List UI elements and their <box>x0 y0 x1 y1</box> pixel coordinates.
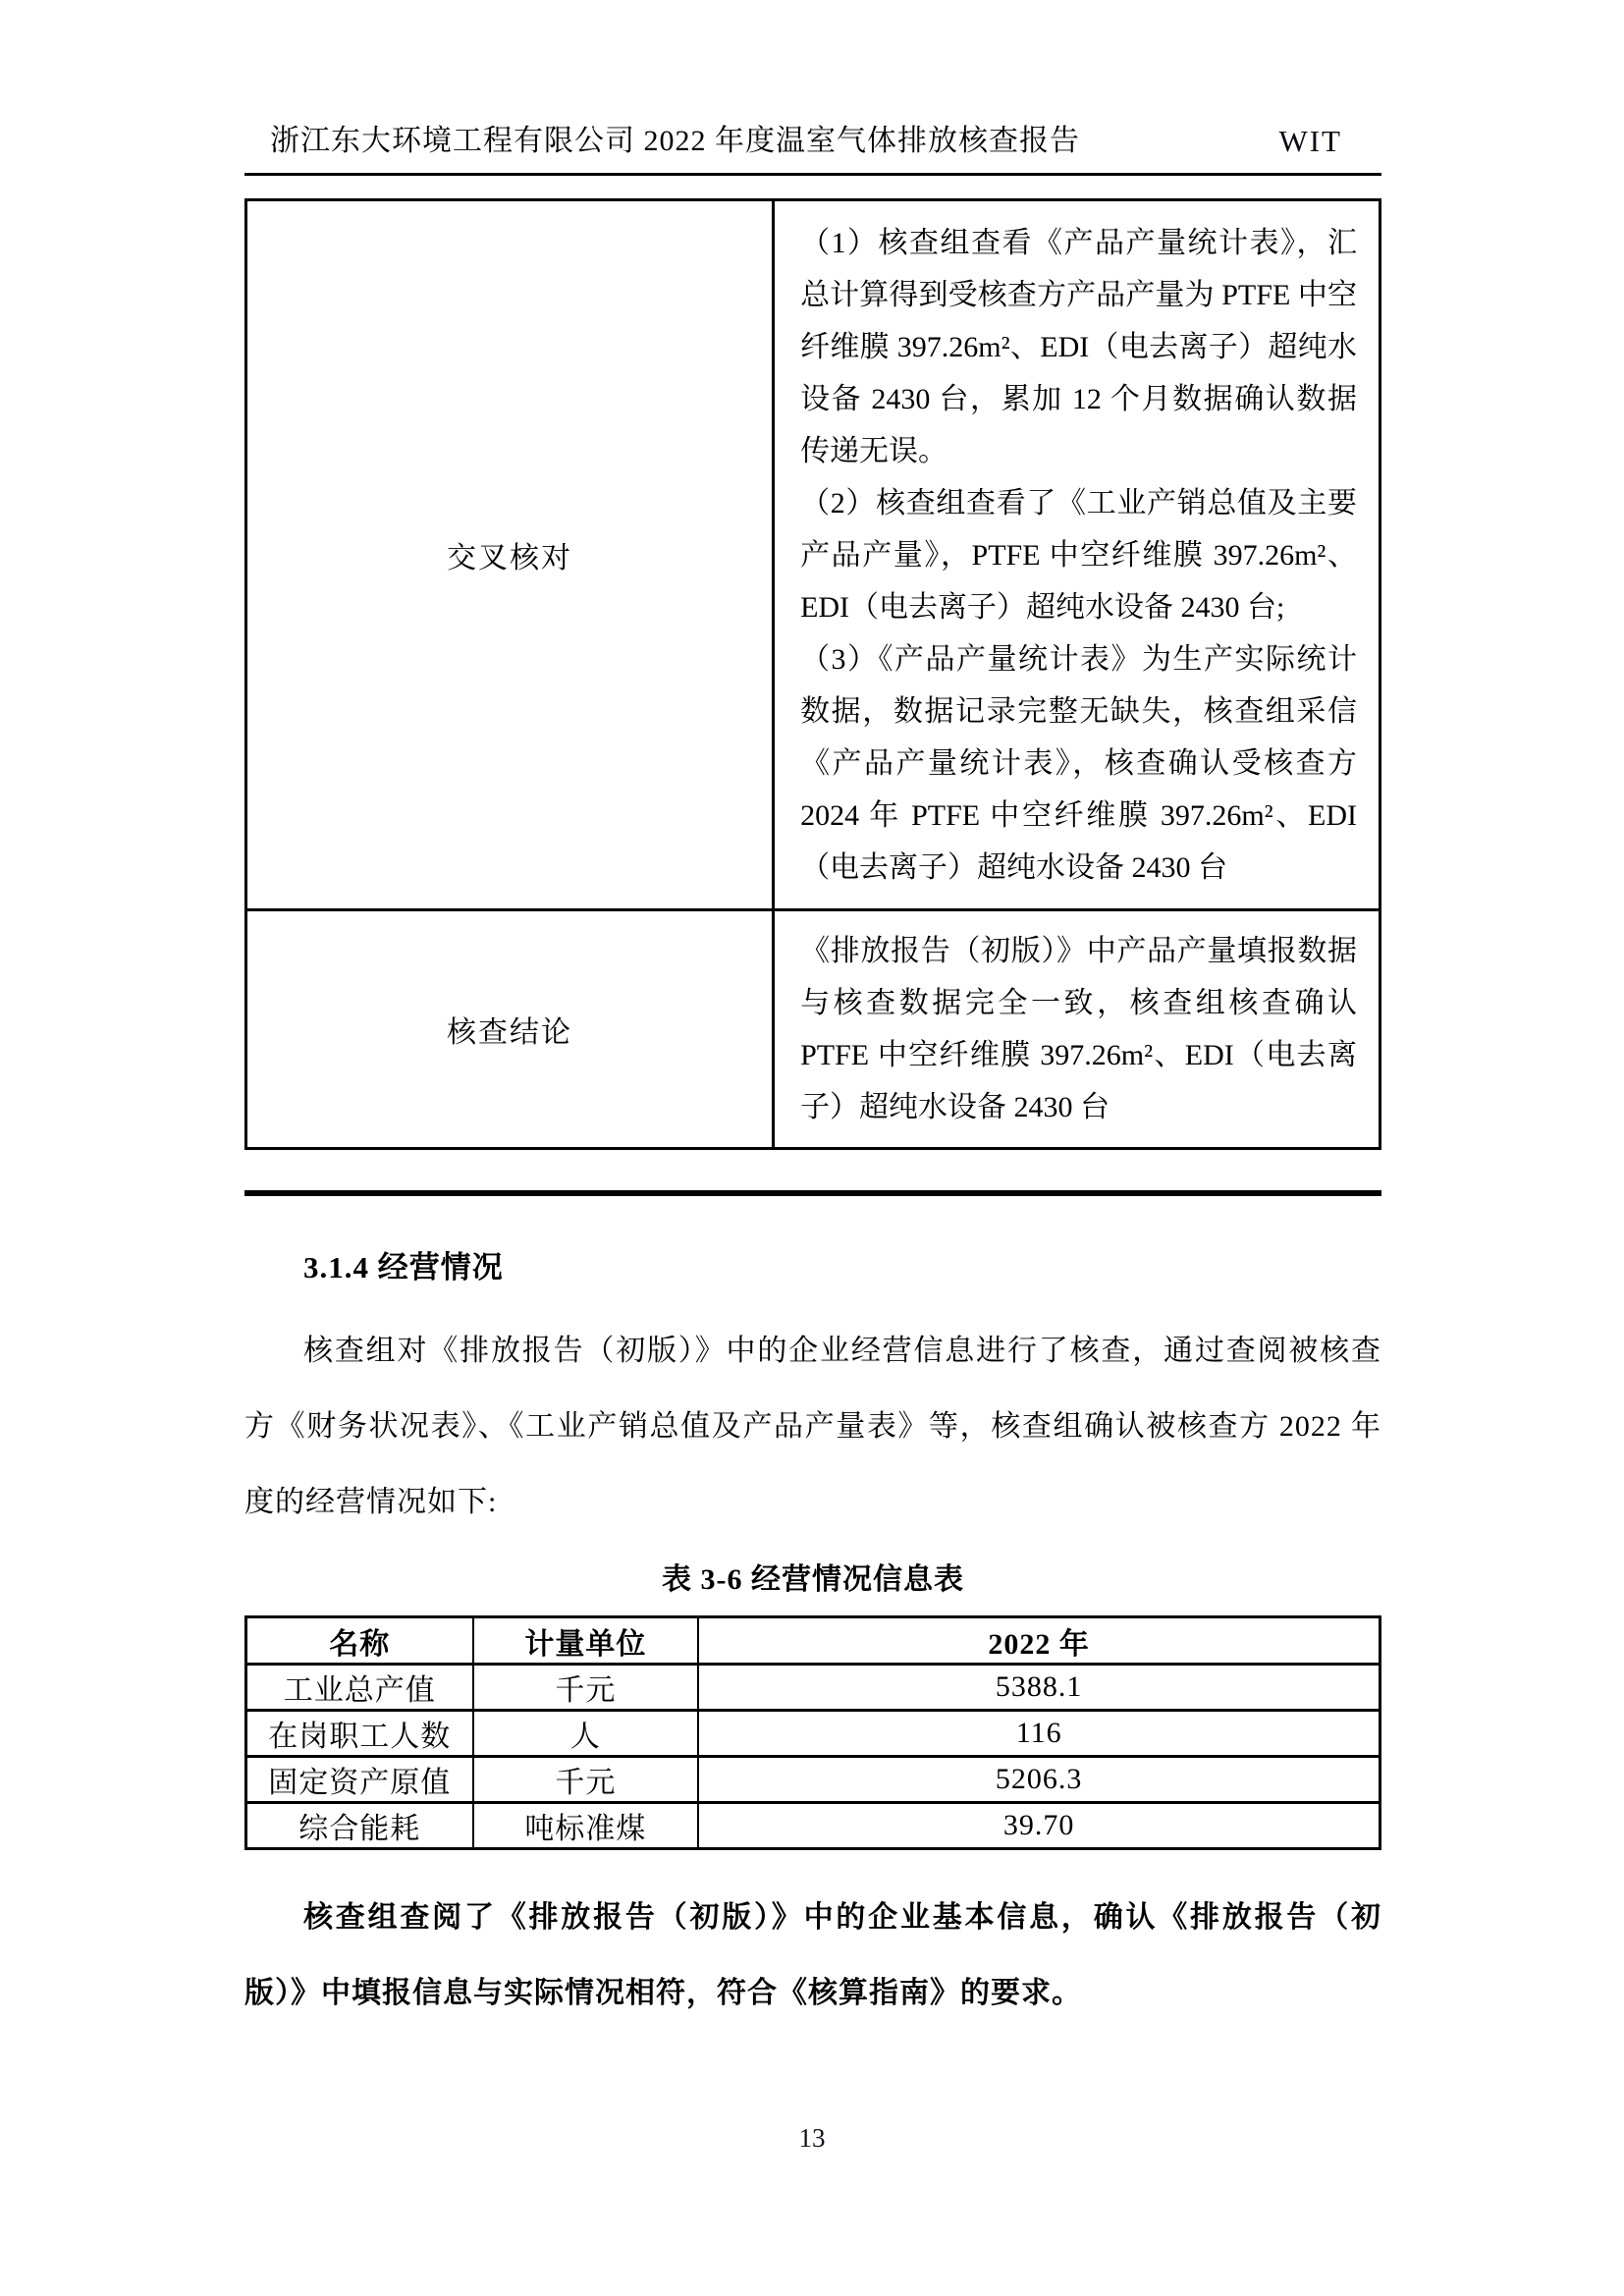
cell-unit: 人 <box>473 1711 699 1757</box>
cell-value: 5206.3 <box>698 1757 1380 1803</box>
conclusion-text: 《排放报告（初版）》中产品产量填报数据与核查数据完全一致，核查组核查确认 PTFE 中空纤维膜 397.26m²、EDI（电去离子）超纯水设备 2430 台 <box>800 935 1357 1123</box>
section-divider-bar <box>244 1190 1381 1196</box>
cell-name: 固定资产原值 <box>246 1757 473 1803</box>
page-content <box>244 0 1381 2031</box>
cross-check-content <box>774 200 1380 910</box>
cell-name: 工业总产值 <box>246 1665 473 1711</box>
business-info-table <box>244 1615 1381 1850</box>
table-row-industrial-output <box>246 1665 1380 1711</box>
header-cell-year: 2022 年 <box>698 1617 1380 1665</box>
cross-check-item-2: （2）核查组查看了《工业产销总值及主要产品产量》，PTFE 中空纤维膜 397.26m²、EDI（电去离子）超纯水设备 2430 台; <box>800 486 1357 624</box>
page-header <box>244 0 1381 159</box>
page-number: 13 <box>798 2123 826 2153</box>
table-row-cross-check <box>246 200 1380 910</box>
section-heading: 3.1.4 经营情况 <box>303 1250 504 1285</box>
table-row-conclusion <box>246 910 1380 1149</box>
cell-name: 综合能耗 <box>246 1803 473 1849</box>
cell-unit: 千元 <box>473 1757 699 1803</box>
table-row-fixed-assets <box>246 1757 1380 1803</box>
row-label-conclusion: 核查结论 <box>246 910 774 1149</box>
cell-name: 在岗职工人数 <box>246 1711 473 1757</box>
report-title: 浙江东大环境工程有限公司 2022 年度温室气体排放核查报告 <box>270 125 1080 157</box>
section-paragraph: 核查组对《排放报告（初版）》中的企业经营信息进行了核查，通过查阅被核查方《财务状况表》、《工业产销总值及产品产量表》等，核查组确认被核查方 2022 年度的经营情况如下: <box>244 1335 1381 1518</box>
cell-value: 5388.1 <box>698 1665 1380 1711</box>
header-cell-name: 名称 <box>246 1617 473 1665</box>
closing-paragraph: 核查组查阅了《排放报告（初版）》中的企业基本信息，确认《排放报告（初版）》中填报信息与实际情况相符，符合《核算指南》的要求。 <box>244 1901 1381 2009</box>
header-cell-unit: 计量单位 <box>473 1617 699 1665</box>
cross-check-item-1: （1）核查组查看《产品产量统计表》，汇总计算得到受核查方产品产量为 PTFE 中空纤维膜 397.26m²、EDI（电去离子）超纯水设备 2430 台，累加 12 个月数据确认数据传递无误。 <box>800 226 1357 467</box>
verification-table <box>244 198 1381 1150</box>
table-3-6-caption: 表 3-6 经营情况信息表 <box>662 1563 964 1596</box>
table-row-energy-consumption <box>246 1803 1380 1849</box>
cell-value: 116 <box>698 1711 1380 1757</box>
table-row-employees <box>246 1711 1380 1757</box>
business-table-header-row <box>246 1617 1380 1665</box>
header-rule <box>244 173 1381 176</box>
row-label-cross-check: 交叉核对 <box>246 200 774 910</box>
cell-value: 39.70 <box>698 1803 1380 1849</box>
wit-logo: WIT <box>1278 124 1342 158</box>
cell-unit: 吨标准煤 <box>473 1803 699 1849</box>
conclusion-content <box>774 910 1380 1149</box>
cross-check-item-3: （3）《产品产量统计表》为生产实际统计数据，数据记录完整无缺失，核查组采信《产品产量统计表》，核查确认受核查方 2024 年 PTFE 中空纤维膜 397.26m²、EDI（电去离子）超纯水设备 2430 台 <box>800 642 1357 884</box>
cell-unit: 千元 <box>473 1665 699 1711</box>
